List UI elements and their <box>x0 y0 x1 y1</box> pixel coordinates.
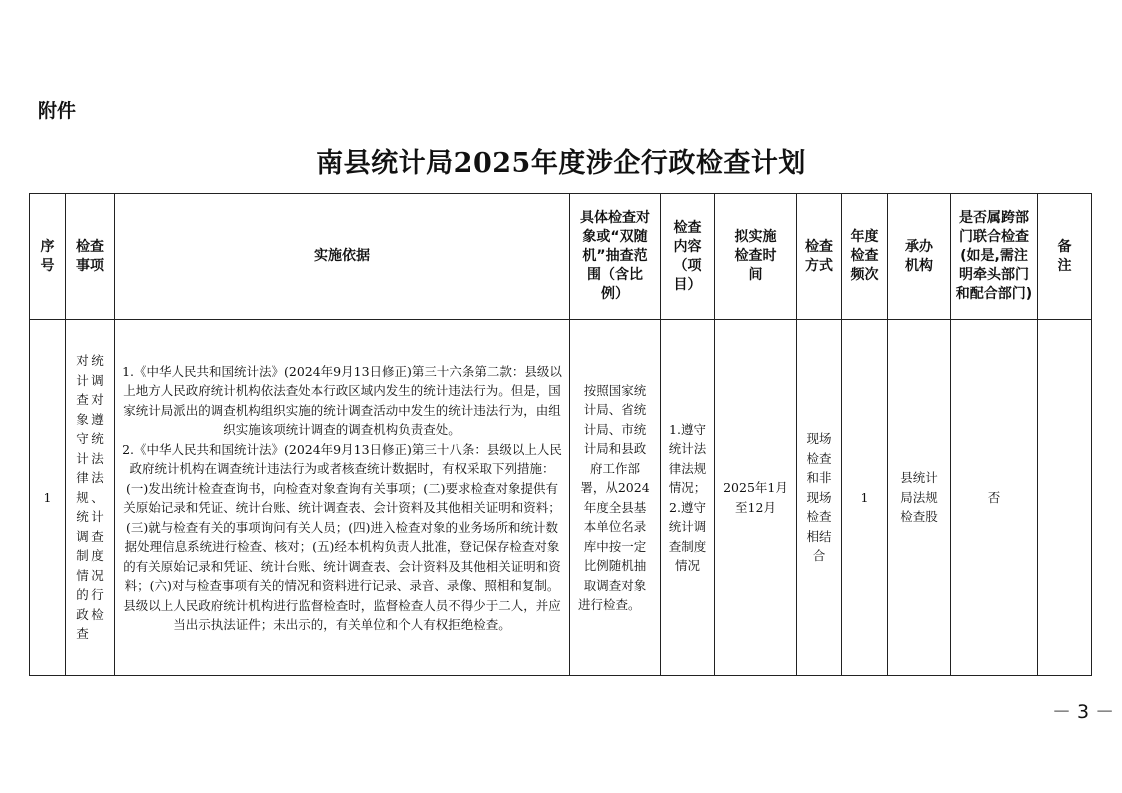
content-item: 2.遵守统计调查制度情况 <box>668 499 707 573</box>
header-frequency: 年度检查频次 <box>842 194 888 320</box>
basis-paragraph: 2.《中华人民共和国统计法》(2024年9月13日修正)第三十八条：县级以上人民政府统计机构在调查统计违法行为或者核查统计数据时，有权采取下列措施：(一)发出统计检查查询书，向检查对象查询有关事项；(二)要求检查对象提供有关原始记录和凭证、统计台账、统计调查表、会计资料及其他相关证明和资料；(三)就与检查有关的事项询问有关人员；(四)进入检查对象的业务场所和统计数据处理信息系统进行检查、核对；(五)经本机构负责人批准，登记保存检查对象的有关原始记录和凭证、统计台账、统计调查表、会计资料及其他相关证明和资料；(六)对与检查事项有关的情况和资料进行记录、录音、录像、照相和复制。县级以上人民政府统计机构进行监督检查时，监督检查人员不得少于二人，并应当出示执法证件；未出示的，有关单位和个人有权拒绝检查。 <box>122 441 562 632</box>
page-title: 南县统计局2025年度涉企行政检查计划 <box>316 148 806 179</box>
cell-basis <box>115 320 570 676</box>
inspection-plan-table <box>29 193 1092 676</box>
table-header-row <box>30 194 1092 320</box>
cell-agency: 县统计局法规检查股 <box>888 320 951 676</box>
header-basis: 实施依据 <box>115 194 570 320</box>
page-number: － 3 － <box>1052 701 1115 723</box>
cell-method: 现场检查和非现场检查相结合 <box>797 320 842 676</box>
header-target: 具体检查对象或“双随机”抽查范围（含比例） <box>570 194 661 320</box>
header-joint: 是否属跨部门联合检查(如是,需注明牵头部门和配合部门) <box>951 194 1038 320</box>
attachment-label: 附件 <box>38 100 77 122</box>
cell-target: 按照国家统计局、省统计局、市统计局和县政府工作部署，从2024年度全县基本单位名录库中按一定比例随机抽取调查对象进行检查。 <box>570 320 661 676</box>
header-item: 检查事项 <box>66 194 115 320</box>
header-method: 检查方式 <box>797 194 842 320</box>
basis-paragraph: 1.《中华人民共和国统计法》(2024年9月13日修正)第三十六条第二款：县级以上地方人民政府统计机构依法查处本行政区域内发生的统计违法行为。但是，国家统计局派出的调查机构组织实施的统计调查活动中发生的统计违法行为，由组织实施该项统计调查的调查机构负责查处。 <box>122 363 562 437</box>
cell-remark <box>1038 320 1092 676</box>
table-row <box>30 320 1092 676</box>
cell-joint: 否 <box>951 320 1038 676</box>
cell-frequency: 1 <box>842 320 888 676</box>
header-agency: 承办机构 <box>888 194 951 320</box>
header-remark: 备注 <box>1038 194 1092 320</box>
cell-content <box>661 320 715 676</box>
header-content: 检查内容（项目） <box>661 194 715 320</box>
cell-time: 2025年1月至12月 <box>715 320 797 676</box>
content-item: 1.遵守统计法律法规情况； <box>668 421 707 495</box>
header-time: 拟实施检查时间 <box>715 194 797 320</box>
cell-item: 对统计调查对象遵守统计法律法规、统计调查制度情况的行政检查 <box>66 320 115 676</box>
header-seq: 序号 <box>30 194 66 320</box>
cell-seq: 1 <box>30 320 66 676</box>
